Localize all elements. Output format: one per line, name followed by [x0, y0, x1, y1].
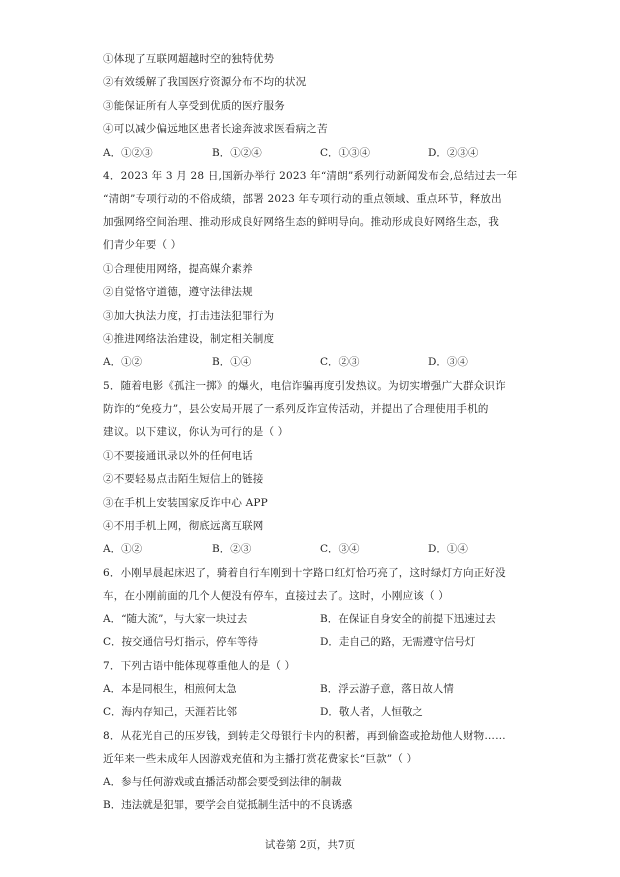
q5-option-b: B．②③: [212, 543, 252, 555]
page-footer: 试卷第 2页，共7页: [264, 839, 356, 851]
q5-item-1: ①不要接通讯录以外的任何电话: [103, 450, 253, 462]
q4-item-4: ④推进网络法治建设，制定相关制度: [103, 333, 275, 345]
q4-item-3: ③加大执法力度，打击违法犯罪行为: [103, 310, 275, 322]
q5-option-a: A．①②: [103, 543, 143, 555]
q8-stem-line-1: 8．从花光自己的压岁钱，到转走父母银行卡内的积蓄，再到偷盗或抢劫他人财物……: [103, 730, 506, 742]
q7-option-b: B．浮云游子意，落日故人情: [320, 683, 454, 695]
q7-option-a: A．本是同根生，相煎何太急: [103, 683, 237, 695]
q5-stem-line-1: 5．随着电影《孤注一掷》的爆火，电信诈骗再度引发热议。为切实增强广大群众识诈: [103, 380, 506, 392]
q8-option-a: A．参与任何游戏或直播活动都会要受到法律的制裁: [103, 776, 342, 788]
q5-stem-line-2: 防诈的“免疫力”，县公安局开展了一系列反诈宣传活动，并提出了合理使用手机的: [103, 403, 489, 415]
q7-stem: 7．下列古语中能体现尊重他人的是（ ）: [103, 660, 296, 672]
q5-item-3: ③在手机上安装国家反诈中心 APP: [103, 497, 268, 509]
q8-stem-line-2: 近年来一些未成年人因游戏充值和为主播打赏花费家长“巨款”（ ）: [103, 753, 418, 765]
q4-option-c: C．②③: [320, 356, 360, 368]
q4-stem-line-1: 4．2023 年 3 月 28 日,国新办举行 2023 年“清朗”系列行动新闻发布会,总结过去一年: [103, 170, 518, 182]
q4-option-a: A．①②: [103, 356, 143, 368]
q7-option-c: C．海内存知己，天涯若比邻: [103, 706, 238, 718]
q4-option-b: B．①④: [212, 356, 252, 368]
q3-item-3: ③能保证所有人享受到优质的医疗服务: [103, 100, 285, 112]
q5-item-2: ②不要轻易点击陌生短信上的链接: [103, 473, 264, 485]
q6-option-a: A．“随大流”，与大家一块过去: [103, 613, 248, 625]
q7-option-d: D．敬人者，人恒敬之: [320, 706, 423, 718]
q3-option-c: C．①③④: [320, 147, 371, 159]
q5-item-4: ④不用手机上网，彻底远离互联网: [103, 520, 264, 532]
q3-option-d: D．②③④: [428, 147, 479, 159]
q6-stem-line-2: 车，在小刚前面的几个人便没有停车，直接过去了。这时，小刚应该（ ）: [103, 590, 449, 602]
q8-option-b: B．违法就是犯罪，要学会自觉抵制生活中的不良诱惑: [103, 799, 353, 811]
q5-option-c: C．③④: [320, 543, 360, 555]
q6-option-d: D．走自己的路，无需遵守信号灯: [320, 636, 476, 648]
q4-stem-line-4: 们青少年要（ ）: [103, 239, 182, 251]
q5-option-d: D．①④: [428, 543, 468, 555]
q6-option-c: C．按交通信号灯指示，停车等待: [103, 636, 259, 648]
q3-item-1: ①体现了互联网超越时空的独特优势: [103, 53, 275, 65]
q6-option-b: B．在保证自身安全的前提下迅速过去: [320, 613, 496, 625]
q3-item-2: ②有效缓解了我国医疗资源分布不均的状况: [103, 76, 307, 88]
q3-option-a: A．①②③: [103, 147, 153, 159]
q6-stem-line-1: 6．小刚早晨起床迟了，骑着自行车刚到十字路口红灯恰巧亮了，这时绿灯方向正好没: [103, 567, 506, 579]
q4-item-2: ②自觉恪守道德，遵守法律法规: [103, 286, 253, 298]
q4-stem-line-2: “清朗”专项行动的不俗成绩，部署 2023 年专项行动的重点领域、重点环节，释放出: [103, 193, 502, 205]
q4-stem-line-3: 加强网络空间治理、推动形成良好网络生态的鲜明导向。推动形成良好网络生态，我: [103, 216, 499, 228]
q3-item-4: ④可以减少偏远地区患者长途奔波求医看病之苦: [103, 123, 328, 135]
q3-option-b: B．①②④: [212, 147, 262, 159]
q4-option-d: D．③④: [428, 356, 468, 368]
q4-item-1: ①合理使用网络，提高媒介素养: [103, 263, 253, 275]
q5-stem-line-3: 建议。以下建议，你认为可行的是（ ）: [103, 426, 289, 438]
